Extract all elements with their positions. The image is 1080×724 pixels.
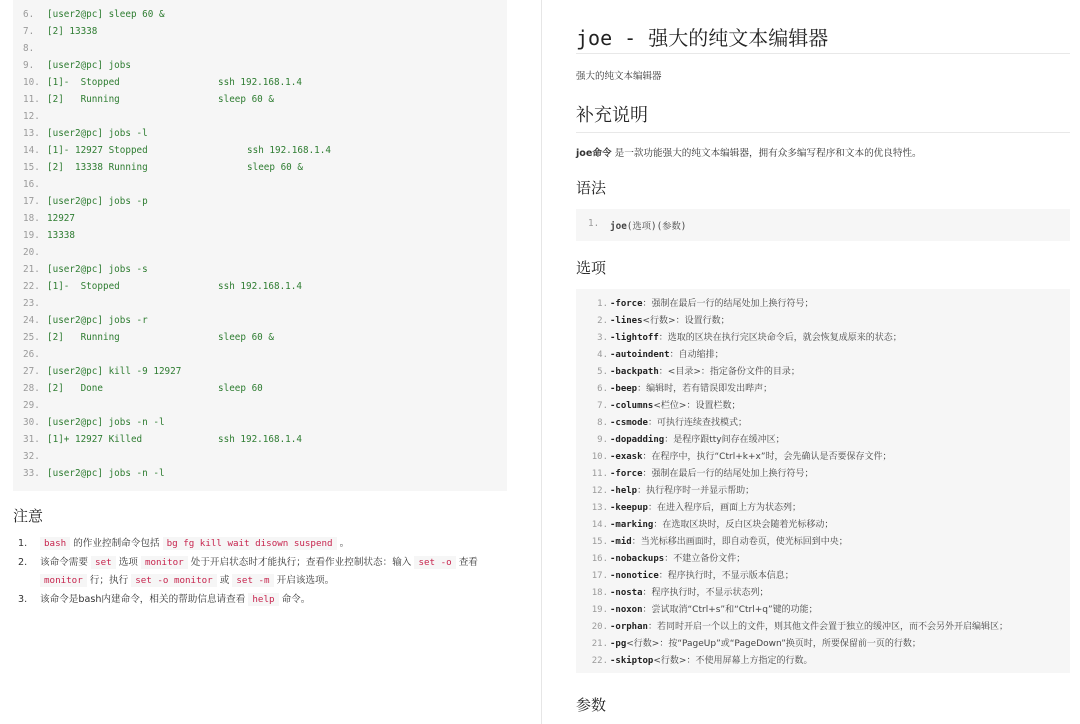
note-text: 命令。 [278, 593, 311, 605]
code-text-column: ssh 192.168.1.4 [218, 434, 302, 445]
line-number: 1. [588, 218, 600, 229]
option-flag: -lines [610, 316, 643, 326]
option-description: ：强制在最后一行的结尾处加上换行符号； [642, 299, 814, 309]
option-entry [610, 466, 814, 483]
option-line [576, 296, 1070, 313]
option-flag: -orphan [610, 622, 648, 632]
line-number: 25. [23, 332, 40, 343]
option-line [576, 619, 1070, 636]
line-number: 20. [23, 247, 40, 258]
code-text-column: sleep 60 [218, 383, 263, 394]
code-line [13, 159, 507, 176]
code-text: 13338 [47, 230, 75, 241]
line-number: 29. [23, 400, 40, 411]
option-entry [610, 534, 848, 551]
item-number: 3. [18, 593, 28, 605]
option-entry [610, 381, 772, 398]
code-text: [2] 13338 Running [47, 162, 148, 173]
code-text: [1]- Stopped [47, 77, 120, 88]
option-description: ：强制在最后一行的结尾处加上换行符号； [642, 469, 814, 479]
option-flag: -pg [610, 639, 627, 649]
code-line [13, 244, 507, 261]
line-number: 22. [23, 281, 40, 292]
code-line [13, 414, 507, 431]
line-number: 19. [23, 230, 40, 241]
option-entry [610, 636, 921, 653]
line-number: 33. [23, 468, 40, 479]
code-text-column: sleep 60 & [218, 94, 274, 105]
line-number: 6. [23, 9, 35, 20]
option-line [576, 449, 1070, 466]
line-number: 20. [591, 622, 608, 632]
code-text: [user2@pc] jobs -n -l [47, 417, 165, 428]
option-line [576, 602, 1070, 619]
option-line [576, 398, 1070, 415]
code-text: [user2@pc] jobs -s [47, 264, 148, 275]
note-text: 处于开启状态时才能执行；查看作业控制状态：输入 [187, 556, 415, 568]
line-number: 26. [23, 349, 40, 360]
code-line [13, 91, 507, 108]
command-name: joe命令 [576, 148, 612, 159]
option-entry [610, 500, 801, 517]
code-line [13, 23, 507, 40]
line-number: 18. [23, 213, 40, 224]
code-line [13, 448, 507, 465]
line-number: 31. [23, 434, 40, 445]
line-number: 9. [23, 60, 35, 71]
inline-code: bash [40, 537, 70, 550]
line-number: 11. [591, 469, 608, 479]
line-number: 10. [23, 77, 40, 88]
line-number: 23. [23, 298, 40, 309]
option-flag: -lightoff [610, 333, 659, 343]
option-line [576, 500, 1070, 517]
code-line [13, 346, 507, 363]
line-number: 14. [591, 520, 608, 530]
right-pane [576, 0, 1070, 724]
list-item [13, 554, 513, 591]
option-line [576, 483, 1070, 500]
notes-heading: 注意 [13, 507, 44, 525]
option-entry [610, 653, 812, 670]
description-text: 是一款功能强大的纯文本编辑器，拥有众多编写程序和文本的优良特性。 [611, 148, 922, 159]
line-number: 32. [23, 451, 40, 462]
inline-code: set -o [414, 556, 455, 569]
line-number: 16. [23, 179, 40, 190]
option-flag: -marking [610, 520, 654, 530]
inline-code: set -o monitor [131, 574, 216, 587]
line-number: 18. [591, 588, 608, 598]
code-text: [user2@pc] kill -9 12927 [47, 366, 182, 377]
option-description: ：在进入程序后，画面上方为状态列； [647, 503, 801, 513]
line-number: 8. [23, 43, 35, 54]
note-text: 或 [216, 575, 233, 586]
code-line [13, 380, 507, 397]
code-text: [user2@pc] jobs -p [47, 196, 148, 207]
notes-list [13, 535, 513, 609]
code-text: 12927 [47, 213, 75, 224]
option-flag: -mid [610, 537, 632, 547]
line-number: 24. [23, 315, 40, 326]
option-line [576, 568, 1070, 585]
option-flag: -backpath [610, 367, 659, 377]
code-text-column: ssh 192.168.1.4 [218, 281, 302, 292]
options-code-block [576, 289, 1070, 673]
list-item [13, 535, 513, 554]
option-line [576, 313, 1070, 330]
option-description: ：执行程序时一并显示帮助； [637, 486, 755, 496]
option-entry [610, 517, 833, 534]
line-number: 28. [23, 383, 40, 394]
option-entry [610, 568, 794, 585]
line-number: 2. [597, 316, 608, 326]
line-number: 4. [597, 350, 608, 360]
code-text-column: ssh 192.168.1.4 [247, 145, 331, 156]
line-number: 21. [23, 264, 40, 275]
page-subtitle: 强大的纯文本编辑器 [576, 71, 662, 82]
line-number: 13. [23, 128, 40, 139]
section-heading-params: 参数 [576, 696, 607, 714]
code-line [13, 125, 507, 142]
code-line [13, 261, 507, 278]
option-entry [610, 364, 800, 381]
option-line [576, 466, 1070, 483]
option-flag: -beep [610, 384, 638, 394]
code-line [13, 40, 507, 57]
option-line [576, 330, 1070, 347]
option-entry [610, 347, 724, 364]
inline-code: help [248, 593, 278, 606]
option-flag: -columns [610, 401, 654, 411]
option-entry [610, 432, 785, 449]
option-line [576, 653, 1070, 670]
line-number: 6. [597, 384, 608, 394]
line-number: 9. [597, 435, 608, 445]
code-text: [2] Done [47, 383, 103, 394]
option-flag: -force [610, 469, 643, 479]
option-description: ：程序执行时，不显示版本信息； [658, 571, 794, 581]
column-divider [541, 0, 542, 724]
note-text: 选项 [115, 556, 141, 568]
option-flag: -nonotice [610, 571, 659, 581]
section-heading-options: 选项 [576, 259, 607, 277]
line-number: 30. [23, 417, 40, 428]
code-line [13, 329, 507, 346]
option-line [576, 381, 1070, 398]
code-text: [user2@pc] jobs -n -l [47, 468, 165, 479]
page-title: joe - 强大的纯文本编辑器 [576, 26, 829, 50]
option-flag: -nobackups [610, 554, 665, 564]
option-flag: -dopadding [610, 435, 665, 445]
section-rule [576, 132, 1070, 133]
inline-code: monitor [141, 556, 188, 569]
note-text: 该命令需要 [40, 556, 92, 568]
option-flag: -force [610, 299, 643, 309]
option-line [576, 585, 1070, 602]
inline-code: monitor [40, 574, 87, 587]
code-text: [1]- Stopped [47, 281, 120, 292]
line-number: 1. [597, 299, 608, 309]
code-text-column: sleep 60 & [247, 162, 303, 173]
option-description: ：若同时开启一个以上的文件，则其他文件会置于独立的缓冲区，而不会另外开启编辑区； [647, 622, 1008, 632]
line-number: 13. [591, 503, 608, 513]
line-number: 8. [597, 418, 608, 428]
option-description: ：选取的区块在执行完区块命令后，就会恢复成原来的状态； [658, 333, 902, 343]
option-description: <行数>：不使用屏幕上方指定的行数。 [653, 656, 813, 666]
option-line [576, 364, 1070, 381]
option-line [576, 347, 1070, 364]
line-number: 3. [597, 333, 608, 343]
option-flag: -exask [610, 452, 643, 462]
code-line [13, 57, 507, 74]
syntax-code-block [576, 209, 1070, 241]
syntax-args: (选项)(参数) [626, 221, 687, 232]
line-number: 27. [23, 366, 40, 377]
option-entry [610, 619, 1008, 636]
syntax-line [610, 218, 686, 232]
line-number: 7. [23, 26, 35, 37]
code-text: [user2@pc] jobs -r [47, 315, 148, 326]
line-number: 5. [597, 367, 608, 377]
line-number: 11. [23, 94, 40, 105]
option-description: ：不建立备份文件； [664, 554, 746, 564]
code-block [13, 0, 507, 491]
syntax-command: joe [610, 221, 627, 232]
line-number: 15. [23, 162, 40, 173]
code-line [13, 363, 507, 380]
inline-code: bg fg kill wait disown suspend [163, 537, 337, 550]
code-text: [user2@pc] jobs [47, 60, 131, 71]
left-pane [0, 0, 528, 724]
option-description: ：程序执行时，不显示状态列； [642, 588, 769, 598]
option-description: <行数>：按“PageUp”或“PageDown”换页时，所要保留前一页的行数； [626, 639, 921, 649]
line-number: 17. [23, 196, 40, 207]
item-number: 1. [18, 538, 28, 549]
code-text-column: ssh 192.168.1.4 [218, 77, 302, 88]
list-item [13, 591, 513, 610]
line-number: 22. [591, 656, 608, 666]
option-entry [610, 415, 747, 432]
option-entry [610, 602, 818, 619]
option-description: ：编辑时，若有错误即发出哔声； [637, 384, 773, 394]
note-text: 的作业控制命令包括 [70, 538, 163, 549]
title-rule [576, 53, 1070, 54]
code-line [13, 465, 507, 482]
code-line [13, 6, 507, 23]
code-line [13, 176, 507, 193]
line-number: 19. [591, 605, 608, 615]
option-description: ：在选取区块时，反白区块会随着光标移动； [653, 520, 834, 530]
code-text: [1]+ 12927 Killed [47, 434, 143, 445]
option-entry [610, 398, 740, 415]
code-line [13, 397, 507, 414]
inline-code: set -m [232, 574, 273, 587]
code-line [13, 108, 507, 125]
option-entry [610, 585, 769, 602]
item-number: 2. [18, 556, 28, 568]
option-entry [610, 551, 745, 568]
code-line [13, 312, 507, 329]
option-line [576, 534, 1070, 551]
code-text: [2] Running [47, 94, 120, 105]
option-line [576, 517, 1070, 534]
code-line [13, 74, 507, 91]
code-line [13, 210, 507, 227]
line-number: 7. [597, 401, 608, 411]
option-line [576, 636, 1070, 653]
option-description: ：可执行连续查找模式； [647, 418, 747, 428]
option-flag: -keepup [610, 503, 648, 513]
option-description: ：尝试取消“Ctrl+s”和“Ctrl+q”键的功能； [642, 605, 818, 615]
option-line [576, 415, 1070, 432]
option-entry [610, 313, 730, 330]
code-line [13, 142, 507, 159]
option-flag: -autoindent [610, 350, 670, 360]
line-number: 21. [591, 639, 608, 649]
option-description: ：当光标移出画面时，即自动卷页，使光标回到中央； [631, 537, 848, 547]
code-line [13, 278, 507, 295]
note-text: 该命令是bash内建命令，相关的帮助信息请查看 [40, 593, 249, 605]
option-entry [610, 296, 814, 313]
line-number: 17. [591, 571, 608, 581]
option-line [576, 551, 1070, 568]
code-line [13, 295, 507, 312]
command-description [576, 145, 922, 159]
code-text: [user2@pc] jobs -l [47, 128, 148, 139]
option-entry [610, 449, 891, 466]
note-text: 开启该选项。 [273, 575, 335, 586]
option-flag: -help [610, 486, 638, 496]
line-number: 14. [23, 145, 40, 156]
line-number: 10. [591, 452, 608, 462]
option-line [576, 432, 1070, 449]
option-flag: -noxon [610, 605, 643, 615]
option-flag: -skiptop [610, 656, 654, 666]
option-description: <栏位>：设置栏数； [653, 401, 741, 411]
code-text: [user2@pc] sleep 60 & [47, 9, 165, 20]
inline-code: set [91, 556, 116, 569]
option-description: ：<目录>：指定备份文件的目录； [658, 367, 800, 377]
option-entry [610, 330, 902, 347]
code-line [13, 193, 507, 210]
note-text: 行；执行 [86, 575, 132, 586]
code-text: [2] Running [47, 332, 120, 343]
section-heading-supplement: 补充说明 [576, 105, 648, 126]
line-number: 12. [591, 486, 608, 496]
option-description: <行数>：设置行数； [642, 316, 730, 326]
option-description: ：在程序中，执行“Ctrl+k+x”时，会先确认是否要保存文件； [642, 452, 892, 462]
code-text: [1]- 12927 Stopped [47, 145, 148, 156]
code-text: [2] 13338 [47, 26, 98, 37]
line-number: 15. [591, 537, 608, 547]
option-description: ：是程序跟tty间存在缓冲区； [664, 435, 785, 445]
line-number: 12. [23, 111, 40, 122]
code-line [13, 431, 507, 448]
option-flag: -csmode [610, 418, 648, 428]
code-line [13, 227, 507, 244]
section-heading-syntax: 语法 [576, 179, 607, 197]
note-text: 查看 [455, 556, 478, 568]
line-number: 16. [591, 554, 608, 564]
option-entry [610, 483, 754, 500]
option-description: ：自动缩排； [669, 350, 724, 360]
option-flag: -nosta [610, 588, 643, 598]
code-text-column: sleep 60 & [218, 332, 274, 343]
note-text: 。 [336, 538, 350, 549]
